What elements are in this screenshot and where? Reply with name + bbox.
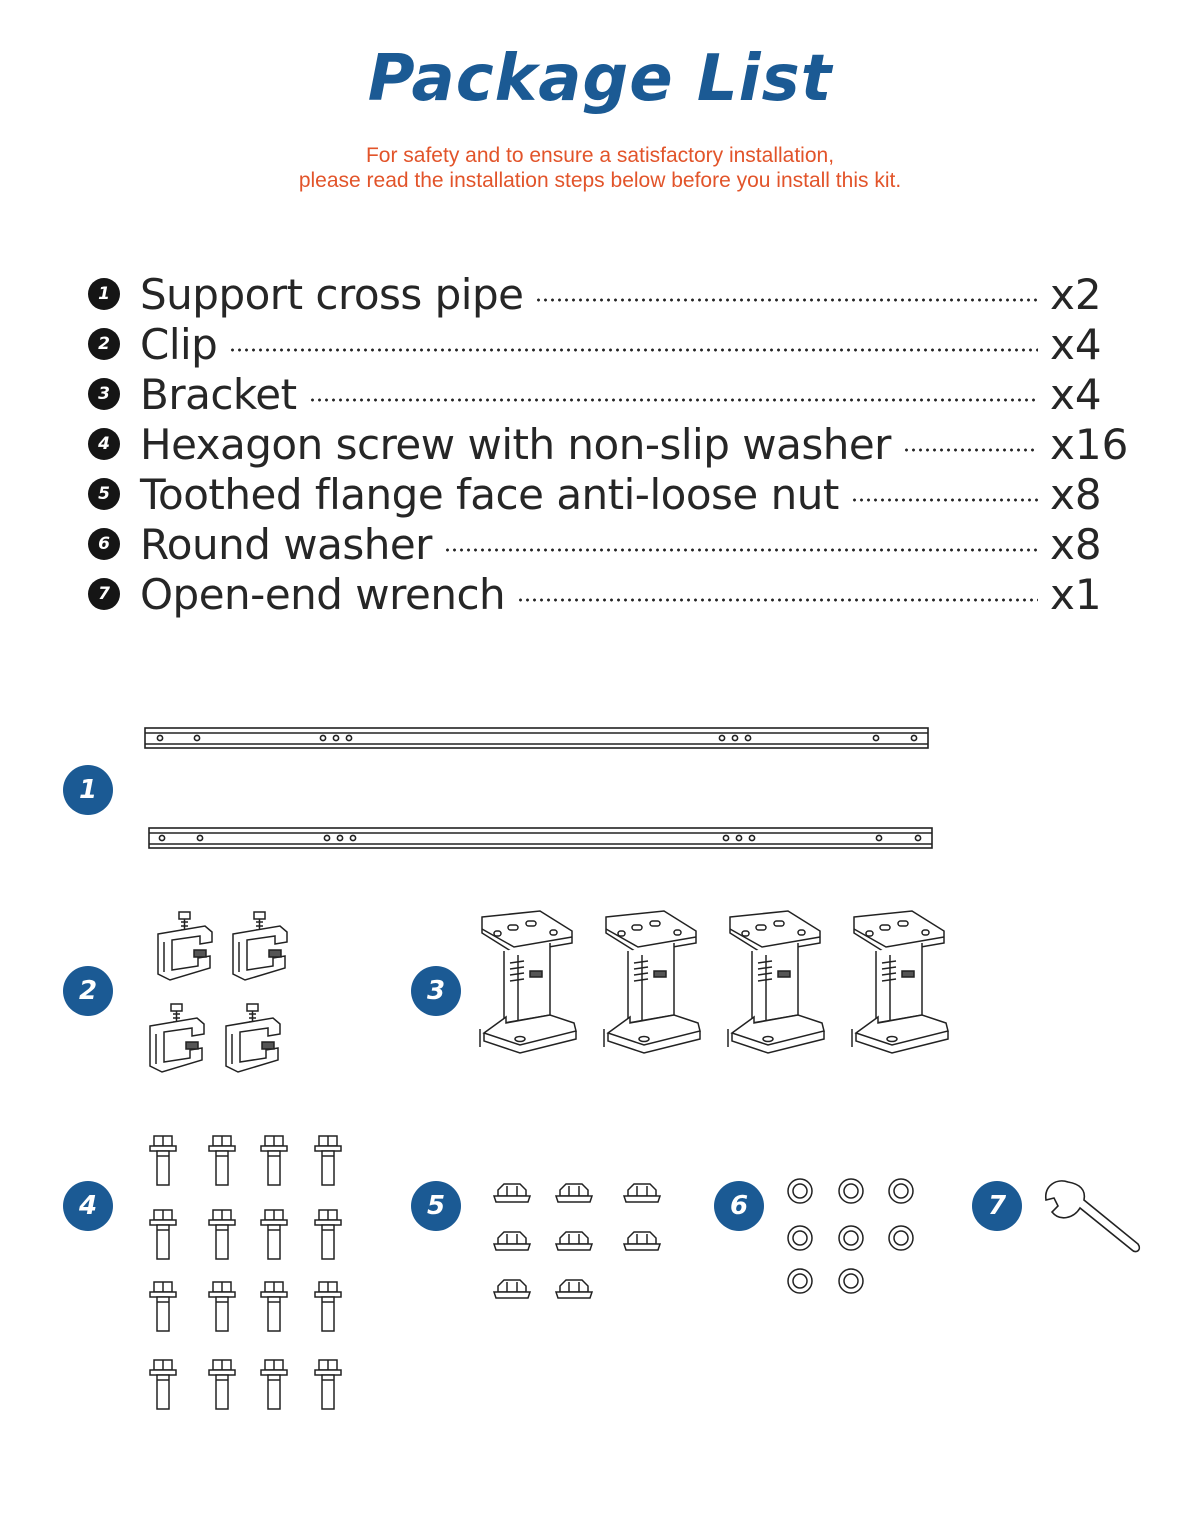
screw-icon — [150, 1210, 176, 1259]
list-item — [88, 269, 1114, 319]
part-badge-5: 5 — [411, 1181, 461, 1231]
item-name: Toothed flange face anti-loose nut — [140, 469, 839, 519]
screw-icon — [261, 1282, 287, 1331]
washer-icon — [788, 1226, 812, 1250]
clip-icon — [226, 1004, 280, 1072]
item-quantity: x16 — [1050, 419, 1129, 469]
screw-icon — [150, 1136, 176, 1185]
wrench-illustration — [1040, 1176, 1145, 1260]
part-badge-4: 4 — [63, 1181, 113, 1231]
clips-illustration — [140, 912, 310, 1092]
nut-icon — [494, 1184, 530, 1202]
nut-icon — [556, 1280, 592, 1298]
screw-icon — [315, 1360, 341, 1409]
screw-icon — [315, 1282, 341, 1331]
cross-pipe-icon — [145, 728, 928, 748]
part-badge-1: 1 — [63, 765, 113, 815]
leader-dots — [851, 498, 1038, 502]
nut-icon — [624, 1232, 660, 1250]
safety-note-line-2: please read the installation steps below before you install this kit. — [298, 169, 902, 192]
washer-icon — [889, 1179, 913, 1203]
screw-icon — [261, 1360, 287, 1409]
item-quantity: x4 — [1050, 319, 1102, 369]
page-title: Package List — [367, 42, 833, 116]
clip-icon — [150, 1004, 204, 1072]
nuts-illustration — [488, 1176, 668, 1304]
washer-icon — [889, 1226, 913, 1250]
item-number: 4 — [88, 428, 120, 460]
item-number: 3 — [88, 378, 120, 410]
item-name: Hexagon screw with non-slip washer — [140, 419, 891, 469]
clip-icon — [158, 912, 212, 980]
leader-dots — [229, 348, 1038, 352]
screw-icon — [209, 1282, 235, 1331]
wrench-icon — [1046, 1181, 1140, 1252]
item-name: Round washer — [140, 519, 432, 569]
leader-dots — [444, 548, 1038, 552]
screw-icon — [261, 1210, 287, 1259]
nut-icon — [556, 1232, 592, 1250]
leader-dots — [535, 298, 1038, 302]
item-number: 7 — [88, 578, 120, 610]
part-badge-3: 3 — [411, 966, 461, 1016]
nut-icon — [494, 1232, 530, 1250]
item-quantity: x8 — [1050, 519, 1102, 569]
screw-icon — [315, 1136, 341, 1185]
screws-illustration — [140, 1130, 360, 1420]
item-quantity: x2 — [1050, 269, 1102, 319]
screw-icon — [261, 1136, 287, 1185]
bracket-icon — [852, 911, 948, 1053]
item-name: Open-end wrench — [140, 569, 506, 619]
bracket-icon — [604, 911, 700, 1053]
nut-icon — [494, 1280, 530, 1298]
item-quantity: x1 — [1050, 569, 1102, 619]
washer-icon — [788, 1179, 812, 1203]
list-item — [88, 469, 1114, 519]
washers-illustration — [780, 1170, 920, 1300]
screw-icon — [315, 1210, 341, 1259]
clip-icon — [233, 912, 287, 980]
item-number: 2 — [88, 328, 120, 360]
washer-icon — [839, 1179, 863, 1203]
nut-icon — [624, 1184, 660, 1202]
bracket-icon — [728, 911, 824, 1053]
brackets-illustration — [470, 905, 960, 1060]
screw-icon — [209, 1360, 235, 1409]
safety-note-line-1: For safety and to ensure a satisfactory installation, — [365, 144, 835, 167]
item-name: Clip — [140, 319, 218, 369]
washer-icon — [788, 1269, 812, 1293]
item-number: 5 — [88, 478, 120, 510]
list-item — [88, 569, 1114, 619]
leader-dots — [903, 448, 1038, 452]
item-name: Bracket — [140, 369, 297, 419]
item-number: 1 — [88, 278, 120, 310]
nut-icon — [556, 1184, 592, 1202]
item-number: 6 — [88, 528, 120, 560]
item-quantity: x4 — [1050, 369, 1102, 419]
part-badge-7: 7 — [972, 1181, 1022, 1231]
cross-pipe-illustration — [140, 722, 940, 852]
item-quantity: x8 — [1050, 469, 1102, 519]
bracket-icon — [480, 911, 576, 1053]
screw-icon — [150, 1282, 176, 1331]
washer-icon — [839, 1269, 863, 1293]
washer-icon — [839, 1226, 863, 1250]
part-badge-2: 2 — [63, 966, 113, 1016]
list-item — [88, 319, 1114, 369]
list-item — [88, 419, 1129, 469]
cross-pipe-icon — [149, 828, 932, 848]
screw-icon — [209, 1136, 235, 1185]
screw-icon — [150, 1360, 176, 1409]
part-badge-6: 6 — [714, 1181, 764, 1231]
list-item — [88, 519, 1114, 569]
leader-dots — [309, 398, 1038, 402]
item-name: Support cross pipe — [140, 269, 524, 319]
leader-dots — [517, 598, 1038, 602]
screw-icon — [209, 1210, 235, 1259]
list-item — [88, 369, 1114, 419]
